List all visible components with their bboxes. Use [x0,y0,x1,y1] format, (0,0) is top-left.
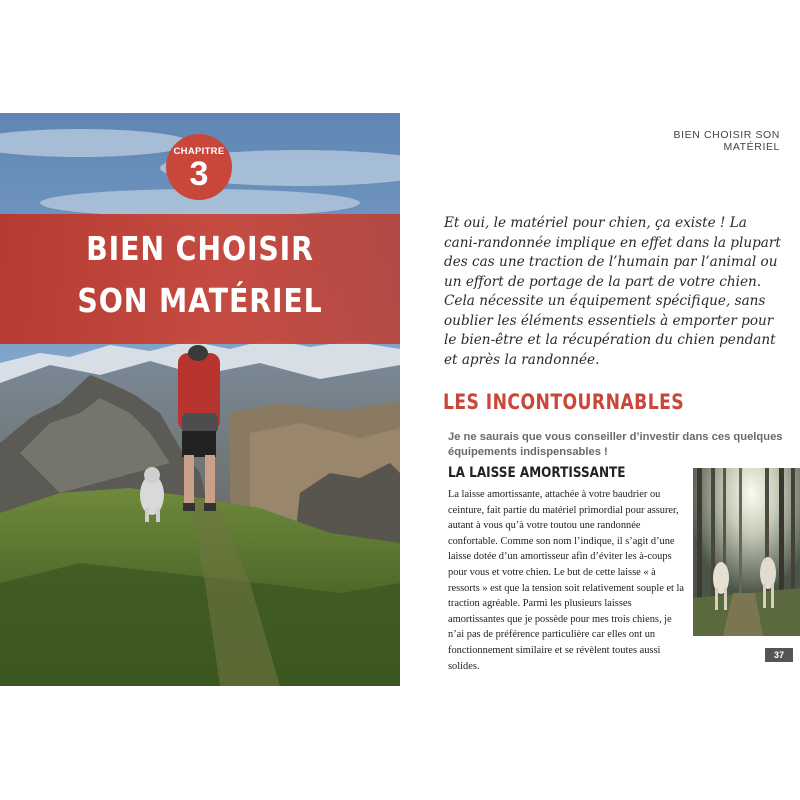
page-number: 37 [765,648,793,662]
chapter-title-line-1: BIEN CHOISIR [86,229,314,268]
intro-paragraph: Et oui, le matériel pour chien, ça existe ! La cani-randonnée implique en effet dans la plupart des cas une traction de l’humain par l’animal ou un effort de portage de la part de votre chien. Cela nécessite un équipement spécifique, sans oublier les éléments essentiels à emporter pour le bien-être et la récupération du chien pendant et après la randonnée. [444,215,781,368]
chapter-badge [166,134,232,200]
body-paragraph: La laisse amortissante, attachée à votre baudrier ou ceinture, fait partie du matériel primordial pour assurer, autant à vous qu’à votre toutou une randonnée confortable. Comme son nom l’indique, il s’agit d’une laisse dotée d’un amortisseur afin d’éviter les à-coups pour vous et votre chien. Le but de cette laisse « à ressorts » est que la tension soit relativement souple et la traction agréable. Parmi les plusieurs laisses amortissantes que je possède pour mes trois chiens, je n’ai pas de préférence particulière car elles ont un fonctionnement similaire et se révèlent toutes aussi solides. [448,489,685,672]
lead-paragraph: Je ne saurais que vous conseiller d’investir dans ces quelques équipements indispensables ! [448,431,783,458]
chapter-title-line-2: SON MATÉRIEL [77,281,323,320]
chapter-label: CHAPITRE [173,146,225,157]
section-title: LES INCONTOURNABLES [443,390,685,414]
running-head: BIEN CHOISIR SON MATÉRIEL [673,129,780,153]
chapter-opener-page [0,113,400,686]
forest-dogs-photo [693,468,800,636]
chapter-number: 3 [189,155,209,193]
subsection-title: LA LAISSE AMORTISSANTE [448,465,626,481]
